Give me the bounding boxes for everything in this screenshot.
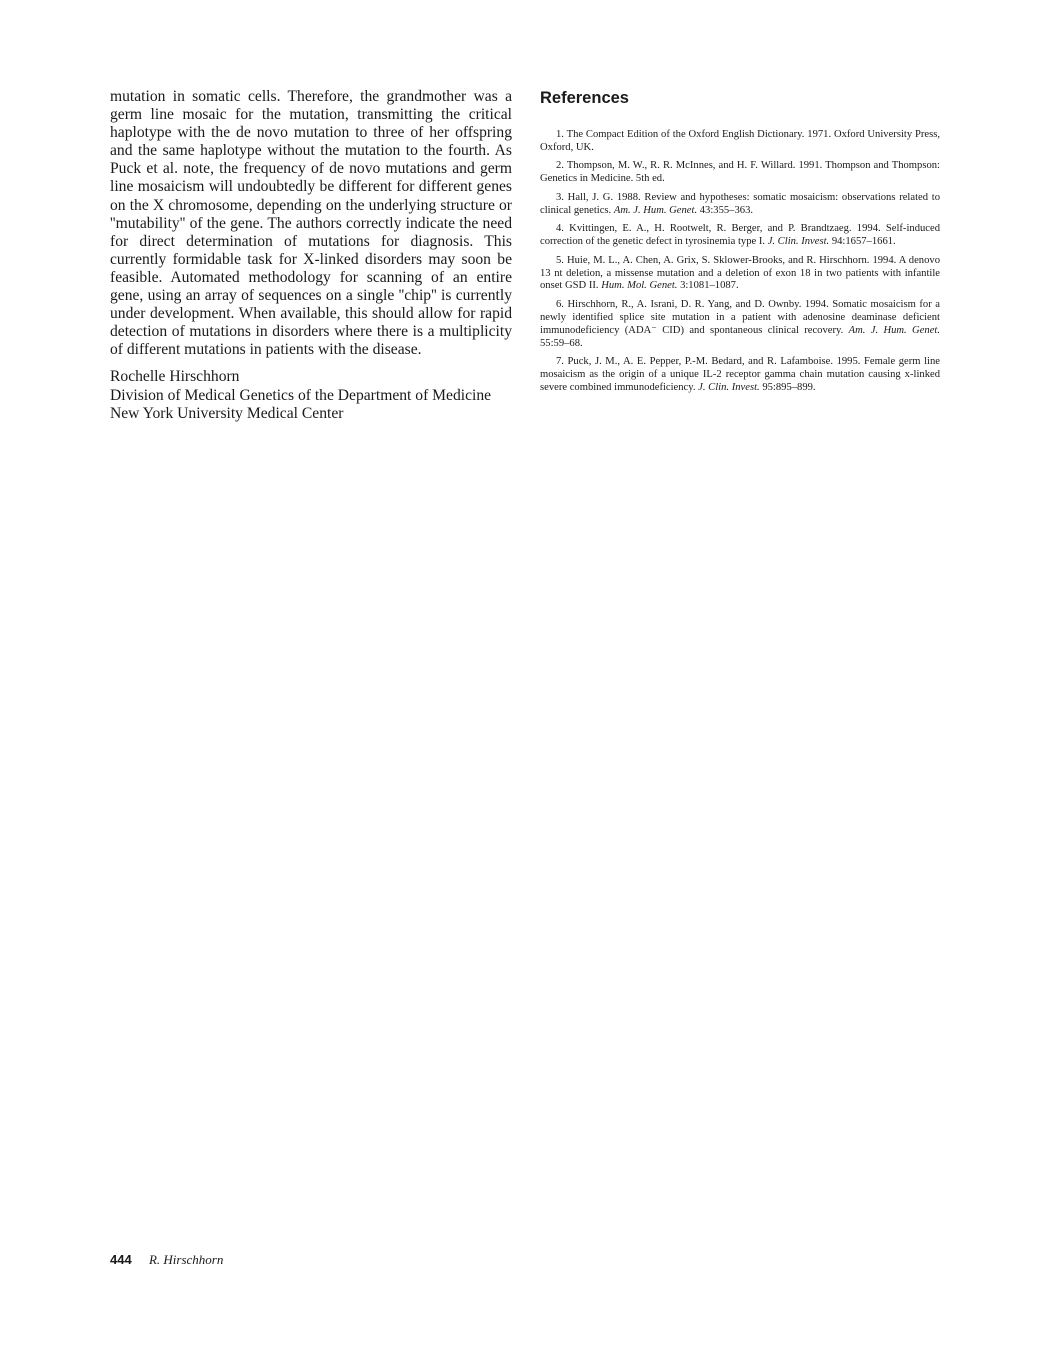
references-heading: References [540, 89, 629, 107]
reference-journal: J. Clin. Invest. [698, 381, 760, 393]
reference-citation: 55:59–68. [540, 337, 583, 349]
page-footer [110, 1252, 223, 1268]
reference-text: 3. Hall, J. G. 1988. Review and hypotheses: somatic mosaicism: observations related to clinical genetics. [540, 191, 940, 216]
reference-text: 5. Huie, M. L., A. Chen, A. Grix, S. Sklower-Brooks, and R. Hirschhorn. 1994. A denovo 13 nt deletion, a missense mutation and a deletion of exon 18 in two patients with infantile onset GSD II. [540, 254, 940, 292]
reference-item-7 [540, 356, 940, 395]
reference-journal: J. Clin. Invest. [767, 236, 830, 248]
reference-citation: 3:1081–1087. [677, 280, 739, 292]
reference-journal: Am. J. Hum. Genet. [613, 204, 698, 216]
reference-item-1 [540, 129, 940, 155]
reference-item-4 [540, 223, 940, 249]
reference-text: 4. Kvittingen, E. A., H. Rootwelt, R. Berger, and P. Brandtzaeg. 1994. Self-induced correction of the genetic defect in tyrosinemia type I. [540, 223, 940, 248]
author-institution: New York University Medical Center [110, 404, 344, 422]
reference-item-6 [540, 299, 940, 351]
page-number: 444 [110, 1252, 132, 1267]
reference-text: 2. Thompson, M. W., R. R. McInnes, and H. F. Willard. 1991. Thompson and Thompson: Genetics in Medicine. 5th ed. [540, 160, 940, 185]
reference-list [540, 129, 940, 395]
reference-item-3 [540, 192, 940, 218]
reference-citation: 94:1657–1661. [829, 236, 896, 248]
reference-text: 1. The Compact Edition of the Oxford English Dictionary. 1971. Oxford University Press, Oxford, UK. [540, 129, 940, 153]
author-name: Rochelle Hirschhorn [110, 368, 240, 386]
references-section [540, 88, 940, 400]
author-division: Division of Medical Genetics of the Department of Medicine [110, 386, 492, 404]
reference-journal: Am. J. Hum. Genet. [848, 324, 940, 336]
reference-citation: 95:895–899. [759, 381, 816, 393]
reference-item-2 [540, 160, 940, 186]
reference-text: 6. Hirschhorn, R., A. Israni, D. R. Yang, and D. Ownby. 1994. Somatic mosaicism for a newly identified splice site mutation in a patient with adenosine deaminase deficient immunodeficiency (ADA⁻ CID) and spontaneous clinical recovery. [540, 298, 940, 336]
reference-item-5 [540, 255, 940, 294]
body-paragraph: mutation in somatic cells. Therefore, the grandmother was a germ line mosaic for the mutation, transmitting the critical haplotype with the de novo mutation to three of her offspring and the same haplotype without the mutation to the fourth. As Puck et al. note, the frequency of de novo mutations and germ line mosaicism will undoubtedly be different for different genes on the X chromosome, depending on the underlying structure or ''mutability'' of the gene. The authors correctly indicate the need for direct determination of mutations for diagnosis. This currently formidable task for X-linked disorders may soon be feasible. Automated methodology for scanning of an entire gene, using an array of sequences on a single ''chip'' is currently under development. When available, this should allow for rapid detection of mutations in disorders where there is a multiplicity of different mutations in patients with the disease. [110, 88, 512, 359]
left-column [110, 88, 512, 423]
reference-journal: Hum. Mol. Genet. [601, 280, 678, 292]
reference-citation: 43:355–363. [697, 204, 754, 216]
running-author: R. Hirschhorn [148, 1252, 224, 1267]
reference-text: 7. Puck, J. M., A. E. Pepper, P.-M. Bedard, and R. Lafamboise. 1995. Female germ line mosaicism as the origin of a unique IL-2 receptor gamma chain mutation causing x-linked severe combined immunodeficiency. [540, 356, 940, 393]
signature-block [110, 368, 512, 423]
